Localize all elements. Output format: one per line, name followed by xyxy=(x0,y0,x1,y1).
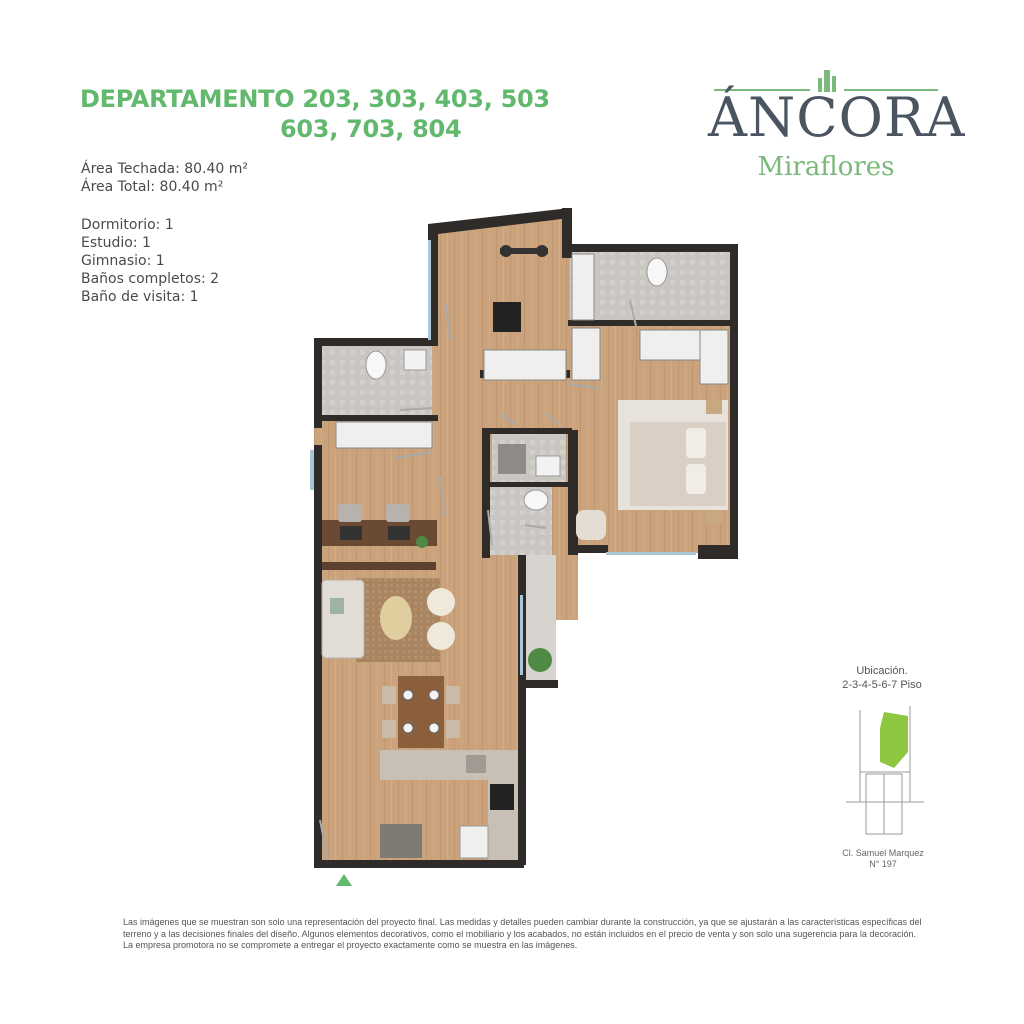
coffee-table xyxy=(380,596,412,640)
apartment-title-line2: 603, 703, 804 xyxy=(280,115,462,143)
apartment-title-line1: DEPARTAMENTO 203, 303, 403, 503 xyxy=(80,85,550,113)
pouf xyxy=(427,622,455,650)
location-street-line2: N° 197 xyxy=(869,859,897,869)
location-title xyxy=(820,664,944,692)
washer xyxy=(498,444,526,474)
toilet xyxy=(366,351,386,379)
disclaimer: Las imágenes que se muestran son solo una representación del proyecto final. Las medidas y detalles pueden cambiar durante la construcción, ya que se ajustarán a las características específicas del terreno y a las decisiones finales del diseño. Algunos elementos decorativos, como el mobiliario y los acabados, no están incluidos en el precio de venta y son solo una sugerencia para la decoración. La empresa promotora no se compromete a entregar el proyecto exactamente como se muestra en las imágenes. xyxy=(123,917,922,950)
spec-dormitorio: Dormitorio: 1 xyxy=(81,217,174,233)
spec-gimnasio: Gimnasio: 1 xyxy=(81,253,165,269)
treadmill xyxy=(493,302,521,332)
location-street xyxy=(830,848,936,870)
shelf xyxy=(322,562,436,570)
apartment-title xyxy=(80,84,550,144)
plant xyxy=(528,648,552,672)
sofa xyxy=(322,580,364,658)
sink xyxy=(536,456,560,476)
location-street-line1: Cl. Samuel Marquez xyxy=(842,848,924,858)
location-map xyxy=(838,702,930,846)
spec-area-techada: Área Techada: 80.40 m² xyxy=(81,161,249,177)
logo-brand: ÁNCORA xyxy=(708,86,966,149)
apartment-specs xyxy=(81,160,248,306)
ancora-logo xyxy=(708,62,966,186)
logo-sub: Miraflores xyxy=(757,152,895,182)
pouf xyxy=(427,588,455,616)
location-highlight xyxy=(880,712,908,768)
fridge xyxy=(380,824,422,858)
location-title-line1: Ubicación. xyxy=(856,665,908,677)
spec-estudio: Estudio: 1 xyxy=(81,235,151,251)
bed xyxy=(618,400,728,524)
sink xyxy=(404,350,426,370)
spec-bano-visita: Baño de visita: 1 xyxy=(81,289,199,305)
entrance-arrow-icon xyxy=(336,874,352,886)
spec-banos-completos: Baños completos: 2 xyxy=(81,271,220,287)
toilet xyxy=(524,490,548,510)
location-title-line2: 2-3-4-5-6-7 Piso xyxy=(842,679,922,691)
spec-area-total: Área Total: 80.40 m² xyxy=(81,179,224,195)
toilet xyxy=(647,258,667,286)
floor-plan xyxy=(300,200,750,900)
armchair xyxy=(576,510,606,540)
